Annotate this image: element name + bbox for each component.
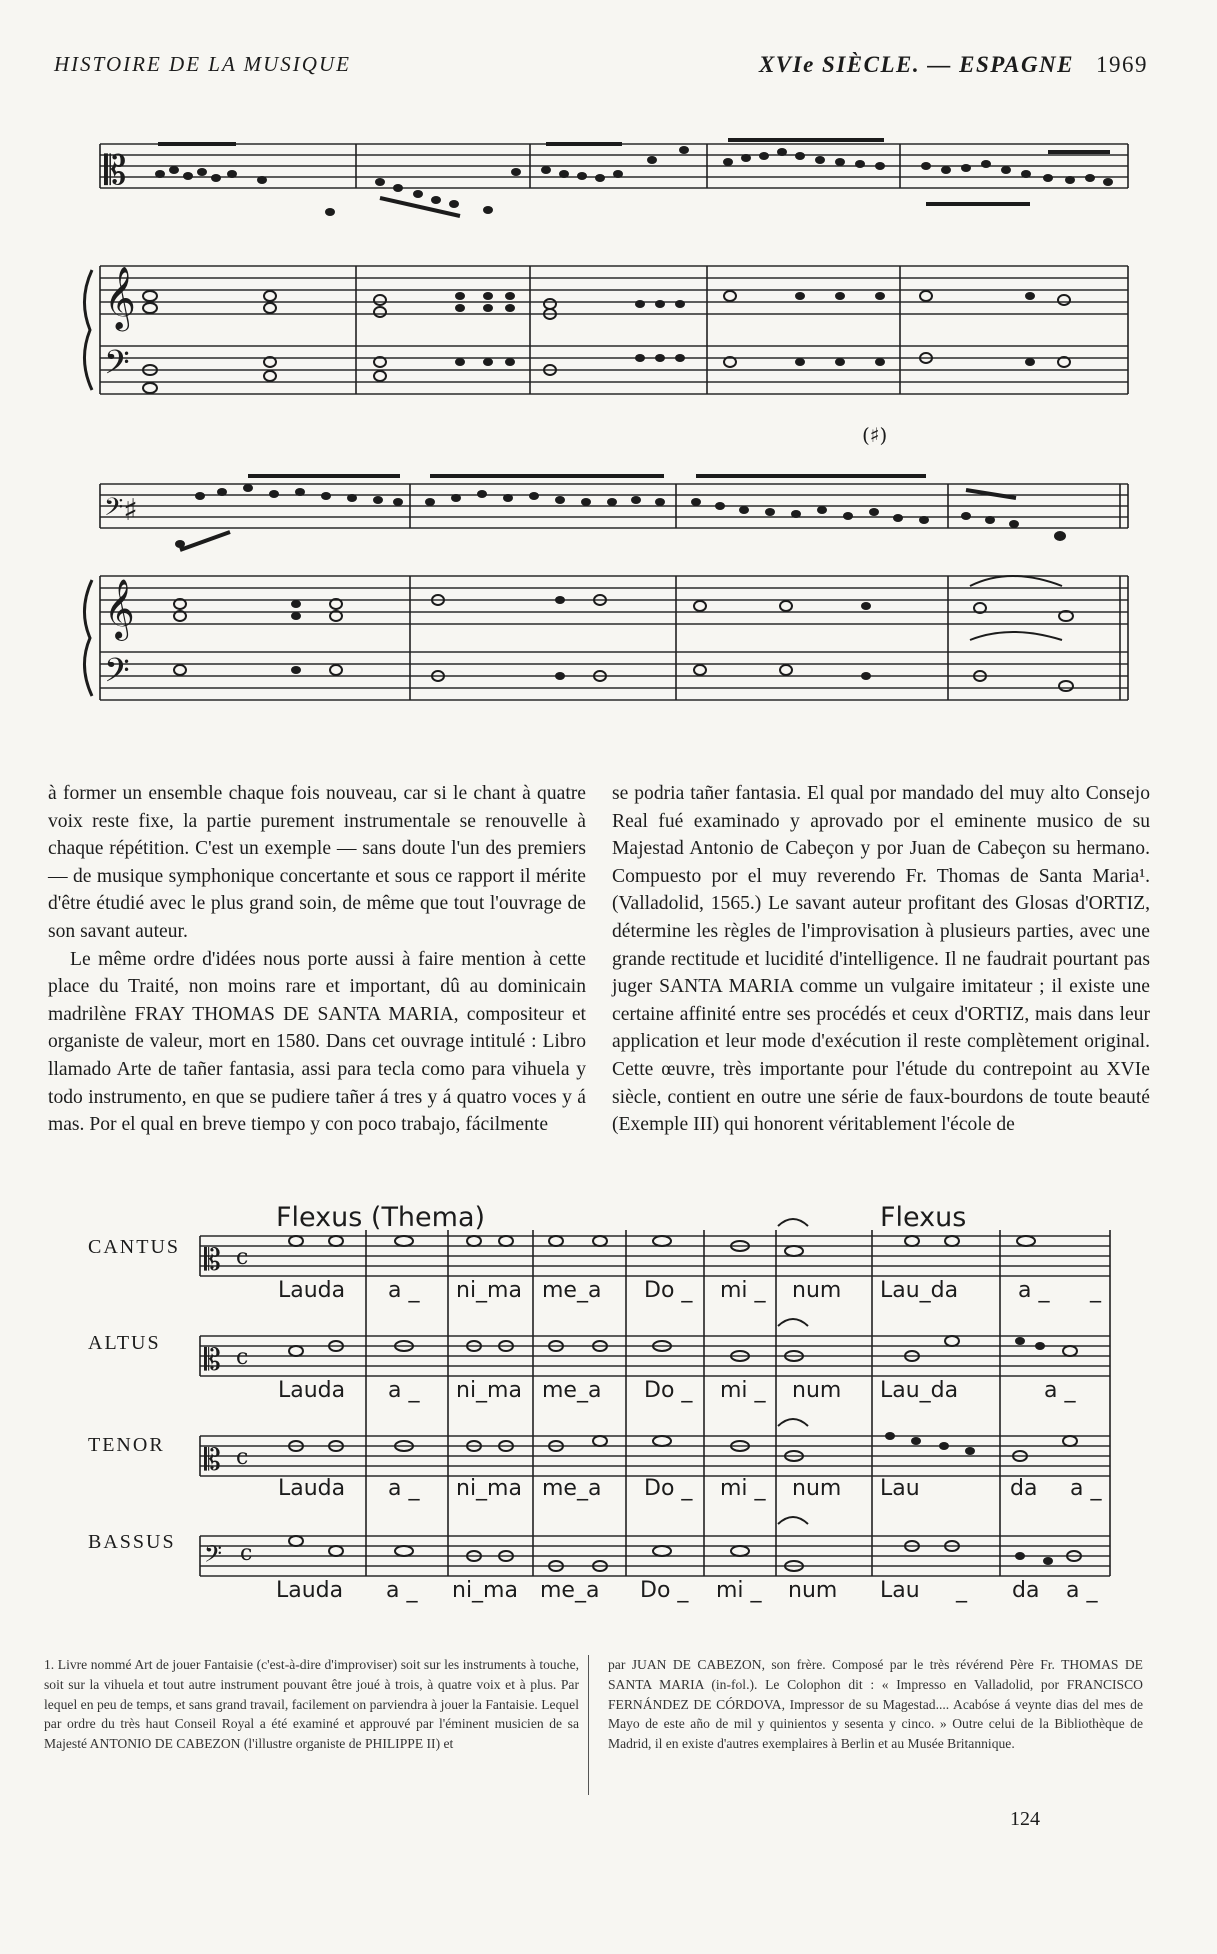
music-system-2	[0, 440, 1217, 760]
lyric-syllable: a _	[1018, 1278, 1050, 1303]
svg-text:𝄢: 𝄢	[104, 652, 130, 698]
footnote-divider	[588, 1655, 589, 1795]
footnote-text: 1. Livre nommé Art de jouer Fantaisie (c'est-à-dire d'improviser) soit sur les instruments à touche, soit sur la vihuela et tout autre instrument pouvant être joué à trois, à quatre voix et à plus. Par lequel en peu de temps, et sans grand travail, facilement on parviendra à jouer la Fantaisie. Lequel par ordre du très haut Conseil Royal a été examiné et approuvé par l'éminent musicien de sa Majesté ANTONIO DE CABEZON (l'illustre organiste de PHILIPPE II) et	[44, 1657, 579, 1752]
lyric-syllable: num	[792, 1378, 842, 1403]
svg-text:𝄡: 𝄡	[104, 148, 127, 194]
lyric-syllable: a _	[1070, 1476, 1102, 1501]
svg-text:𝄢♯: 𝄢♯	[104, 493, 138, 528]
example-clefs	[204, 1243, 252, 1573]
paragraph: à former un ensemble chaque fois nouveau, car si le chant à quatre voix reste fixe, la partie purement instrumentale se renouvelle à chaque répétition. C'est un exemple — sans doute l'un des premiers — de musique symphonique concertante et sous ce rapport il mérite d'être étudié avec le plus grand soin, de même que tout l'ouvrage de son savant auteur.	[48, 783, 586, 942]
lyric-syllable: a _	[1066, 1578, 1098, 1603]
lyric-syllable: a _	[388, 1378, 420, 1403]
lyric-syllable: Lauda	[278, 1378, 346, 1403]
footnote-text: par JUAN DE CABEZON, son frère. Composé par le très révérend Père Fr. THOMAS DE SANTA MARIA (in-fol.). Le Colophon dit : « Impresso en Valladolid, por FRANCISCO FERNÁNDEZ DE CÓRDOVA, Impressor de su Magestad.... Acabóse á veynte dias del mes de Mayo de este año de mil y quinientos y sesenta y cinco. » Outre celui de la Bibliothèque de Madrid, il en existe d'autres exemplaires à Berlin et au Musée Britannique.	[608, 1657, 1143, 1752]
svg-text:𝄞: 𝄞	[104, 266, 136, 329]
lyric-syllable: mi _	[720, 1278, 766, 1303]
solo-beams-2	[180, 476, 1016, 550]
svg-text:𝄞: 𝄞	[104, 579, 135, 639]
cantus-staff	[200, 1236, 1110, 1276]
grand-bars-1	[100, 266, 1128, 394]
bass-staff-1	[100, 346, 1128, 394]
header-section: XVIe SIÈCLE. — ESPAGNE	[758, 52, 1074, 77]
svg-text:c: c	[236, 1245, 249, 1270]
svg-text:𝄢: 𝄢	[104, 344, 130, 390]
footnote-left	[44, 1655, 579, 1754]
grand-notes-1	[143, 291, 1070, 393]
lyric-syllable: Lauda	[278, 1476, 346, 1501]
paragraph: se podria tañer fantasia. El qual por mandado del muy alto Consejo Real fué examinado y aprovado por el eminente musico de su Majestad Antonio de Cabeçon y por Juan de Cabeçon su hermano. Compuesto por el muy reverendo Fr. Thomas de Santa Maria¹. (Valladolid, 1565.) Le savant auteur profitant des Glosas d'ORTIZ, détermine les règles de l'improvisation à plusieurs parties, avec une grande rectitude et lucidité d'intelligence. Il ne faudrait pourtant pas juger SANTA MARIA comme un vulgaire imitateur ; il existe une certaine affinité entre ses procédés et ceux d'ORTIZ, mais dans leur application et leur mode d'exécution il reste complètement original. Cette œuvre, très importante pour l'étude du contrepoint au XVIe siècle, contient en outre une série de faux-bourdons de toute beauté (Exemple III) qui honorent véritablement l'école de	[612, 783, 1150, 1136]
lyric-syllable: Lau	[880, 1476, 920, 1501]
svg-text:c: c	[236, 1445, 249, 1470]
footnote-right	[608, 1655, 1143, 1754]
lyric-syllable: Lauda	[276, 1578, 344, 1603]
lyric-syllable: _	[956, 1578, 967, 1603]
svg-text:𝄡: 𝄡	[204, 1443, 221, 1478]
solo-staff-1	[100, 144, 1128, 188]
svg-text:𝄡: 𝄡	[204, 1343, 221, 1378]
lyric-syllable: ni_ma	[456, 1378, 522, 1403]
lyric-syllable: me_a	[542, 1476, 602, 1501]
solo-notes-2	[175, 484, 1066, 548]
body-column-left	[48, 780, 586, 1139]
lyric-syllable: num	[788, 1578, 838, 1603]
svg-text:c: c	[236, 1345, 249, 1370]
lyric-syllable: Do _	[644, 1378, 693, 1403]
lyric-syllable: ni_ma	[456, 1476, 522, 1501]
voice-label-tenor: TENOR	[88, 1434, 165, 1456]
lyric-syllable: Lau_da	[880, 1278, 959, 1303]
lyric-syllable: mi _	[720, 1378, 766, 1403]
voice-label-altus: ALTUS	[88, 1332, 161, 1354]
lyric-syllable: Do _	[640, 1578, 689, 1603]
svg-text:𝄢: 𝄢	[204, 1540, 223, 1573]
running-header	[54, 52, 1148, 86]
lyric-syllable: me_a	[542, 1378, 602, 1403]
lyric-syllable: ni_ma	[456, 1278, 522, 1303]
lyric-syllable: Lauda	[278, 1278, 346, 1303]
svg-text:c: c	[240, 1541, 253, 1566]
header-right-title	[759, 52, 1148, 78]
voice-label-cantus: CANTUS	[88, 1236, 181, 1258]
voice-label-bassus: BASSUS	[88, 1531, 176, 1553]
lyric-syllable: Do _	[644, 1278, 693, 1303]
body-column-right	[612, 780, 1150, 1139]
lyric-syllable: da	[1010, 1476, 1038, 1501]
page-number: 124	[1010, 1808, 1040, 1830]
lyric-syllable: num	[792, 1278, 842, 1303]
lyric-syllable: num	[792, 1476, 842, 1501]
lyric-syllable: Lau_da	[880, 1378, 959, 1403]
lyric-syllable: da	[1012, 1578, 1040, 1603]
lyric-syllable: _	[1090, 1278, 1101, 1303]
sharp-annotation: (♯)	[862, 423, 888, 447]
lyric-syllable: Lau	[880, 1578, 920, 1603]
lyric-syllable: Do _	[644, 1476, 693, 1501]
lyric-syllable: me_a	[540, 1578, 600, 1603]
svg-text:𝄡: 𝄡	[204, 1243, 221, 1278]
treble-staff-1	[100, 266, 1128, 314]
lyric-syllable: a _	[388, 1278, 420, 1303]
example-title-left: Flexus (Thema)	[276, 1202, 486, 1233]
lyric-syllable: me_a	[542, 1278, 602, 1303]
lyric-syllable: a _	[386, 1578, 418, 1603]
example-title-right: Flexus	[880, 1202, 967, 1233]
header-left-title: HISTOIRE DE LA MUSIQUE	[54, 52, 351, 76]
lyric-syllable: a _	[1044, 1378, 1076, 1403]
lyric-syllable: mi _	[716, 1578, 762, 1603]
lyric-syllable: mi _	[720, 1476, 766, 1501]
lyric-syllable: a _	[388, 1476, 420, 1501]
header-page-number: 1969	[1096, 52, 1148, 77]
lyric-syllable: ni_ma	[452, 1578, 518, 1603]
paragraph: Le même ordre d'idées nous porte aussi à faire mention à cette place du Traité, non moins rare et important, dû au dominicain madrilène FRAY THOMAS DE SANTA MARIA, compositeur et organiste de valeur, mort en 1580. Dans cet ouvrage intitulé : Libro llamado Arte de tañer fantasia, assi para tecla como para vihuela y todo instrumento, en que se pudiere tañer á tres y á quatro voces y á mas. Por el qual en breve tiempo y con poco trabajo, fácilmente	[48, 948, 586, 1136]
solo-beams-1	[158, 140, 1110, 216]
